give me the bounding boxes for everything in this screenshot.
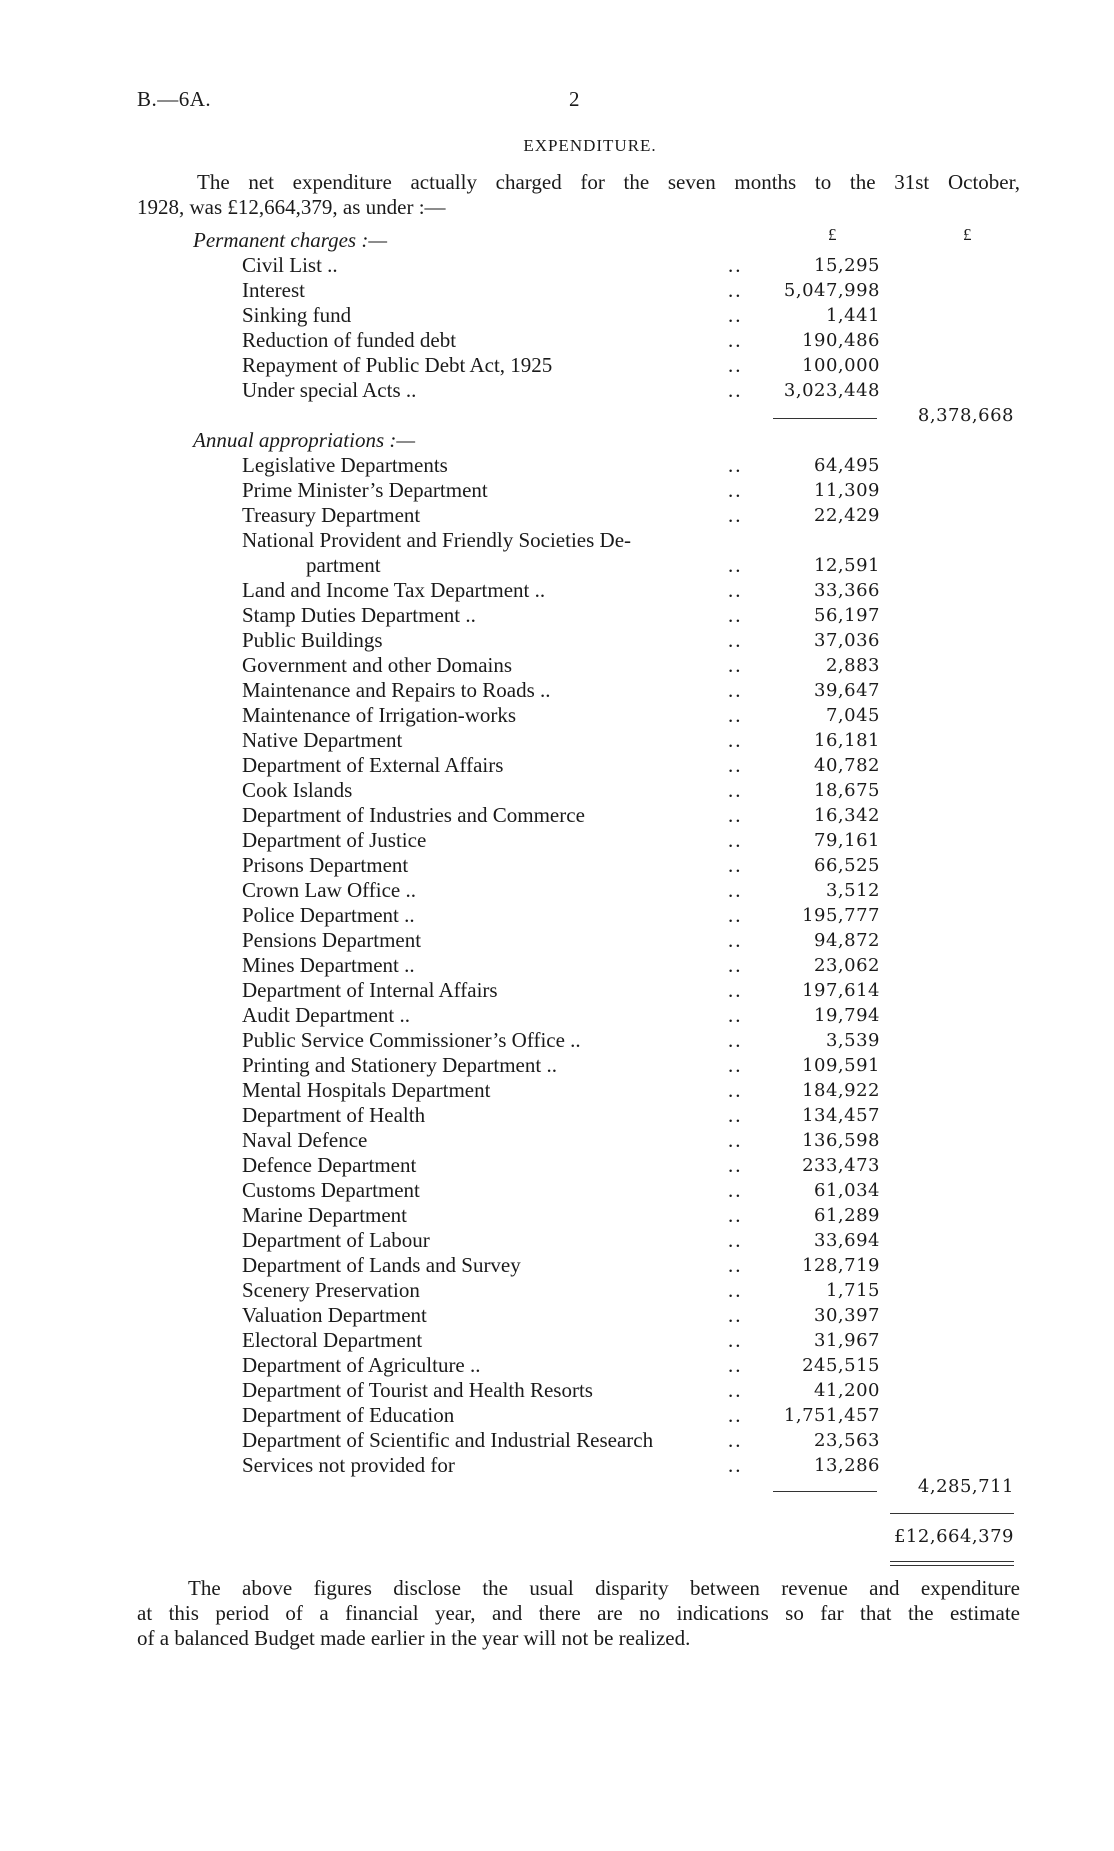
leader-dots: .. bbox=[728, 628, 743, 652]
line-item-amount: 1,715 bbox=[825, 1280, 880, 1301]
line-item bbox=[0, 878, 1114, 903]
line-item-label: Department of Scientific and Industrial Research bbox=[242, 1428, 654, 1452]
line-item-label: Mental Hospitals Department bbox=[242, 1078, 491, 1102]
line-item-label: Electoral Department bbox=[242, 1328, 423, 1352]
leader-dots: .. bbox=[728, 1253, 743, 1277]
line-item bbox=[0, 728, 1114, 753]
leader-dots: .. bbox=[728, 378, 743, 402]
line-item bbox=[0, 1278, 1114, 1303]
line-item-amount: 128,719 bbox=[802, 1255, 880, 1276]
annual-subtotal-rule bbox=[773, 1491, 877, 1492]
line-item bbox=[0, 1103, 1114, 1128]
line-item-label: partment bbox=[306, 553, 381, 577]
line-item-label: Department of External Affairs bbox=[242, 753, 504, 777]
leader-dots: .. bbox=[728, 903, 743, 927]
leader-dots: .. bbox=[728, 653, 743, 677]
line-item bbox=[0, 753, 1114, 778]
line-item bbox=[0, 353, 1114, 378]
line-item-amount: 7,045 bbox=[825, 705, 880, 726]
line-item-amount: 12,591 bbox=[814, 555, 880, 576]
line-item bbox=[0, 1228, 1114, 1253]
line-item-amount: 23,563 bbox=[814, 1430, 880, 1451]
leader-dots: .. bbox=[728, 1303, 743, 1327]
line-item bbox=[0, 1153, 1114, 1178]
leader-dots: .. bbox=[728, 1378, 743, 1402]
leader-dots: .. bbox=[728, 1128, 743, 1152]
closing-paragraph bbox=[137, 1576, 1020, 1651]
leader-dots: .. bbox=[728, 1003, 743, 1027]
line-item bbox=[0, 1353, 1114, 1378]
leader-dots: .. bbox=[728, 553, 743, 577]
line-item bbox=[0, 1003, 1114, 1028]
line-item-amount: 94,872 bbox=[814, 930, 880, 951]
line-item-label: Audit Department .. bbox=[242, 1003, 410, 1027]
line-item-label: Under special Acts .. bbox=[242, 378, 417, 402]
line-item bbox=[0, 328, 1114, 353]
line-item-amount: 31,967 bbox=[814, 1330, 880, 1351]
leader-dots: .. bbox=[728, 778, 743, 802]
permanent-charges-heading: Permanent charges :— bbox=[193, 228, 388, 252]
line-item-label: Repayment of Public Debt Act, 1925 bbox=[242, 353, 553, 377]
leader-dots: .. bbox=[728, 1028, 743, 1052]
leader-dots: .. bbox=[728, 503, 743, 527]
line-item bbox=[0, 553, 1114, 578]
line-item bbox=[0, 1128, 1114, 1153]
leader-dots: .. bbox=[728, 953, 743, 977]
line-item-amount: 33,366 bbox=[814, 580, 880, 601]
line-item-amount: 18,675 bbox=[814, 780, 880, 801]
line-item bbox=[0, 278, 1114, 303]
line-item-label: Department of Internal Affairs bbox=[242, 978, 498, 1002]
leader-dots: .. bbox=[728, 328, 743, 352]
leader-dots: .. bbox=[728, 603, 743, 627]
line-item bbox=[0, 1078, 1114, 1103]
line-item-amount: 40,782 bbox=[814, 755, 880, 776]
line-item-amount: 197,614 bbox=[802, 980, 880, 1001]
line-item-label: Mines Department .. bbox=[242, 953, 415, 977]
line-item-amount: 61,289 bbox=[814, 1205, 880, 1226]
line-item bbox=[0, 528, 1114, 553]
line-item-amount: 100,000 bbox=[802, 355, 880, 376]
closing-line-1: The above figures disclose the usual disparity between revenue and expenditure bbox=[188, 1576, 1020, 1600]
line-item-label: Defence Department bbox=[242, 1153, 417, 1177]
leader-dots: .. bbox=[728, 303, 743, 327]
grand-total-double-rule-1 bbox=[890, 1561, 1014, 1562]
permanent-subtotal: 8,378,668 bbox=[917, 405, 1014, 426]
closing-line-2: at this period of a financial year, and there are no indications so far that the estimate bbox=[137, 1601, 1020, 1625]
line-item bbox=[0, 1028, 1114, 1053]
line-item-label: Public Buildings bbox=[242, 628, 383, 652]
line-item bbox=[0, 578, 1114, 603]
line-item-label: Prisons Department bbox=[242, 853, 409, 877]
leader-dots: .. bbox=[728, 878, 743, 902]
line-item-label: Customs Department bbox=[242, 1178, 420, 1202]
leader-dots: .. bbox=[728, 978, 743, 1002]
line-item-label: Cook Islands bbox=[242, 778, 353, 802]
line-item-amount: 11,309 bbox=[814, 480, 880, 501]
leader-dots: .. bbox=[728, 1053, 743, 1077]
line-item-label: Maintenance of Irrigation-works bbox=[242, 703, 517, 727]
line-item-amount: 16,342 bbox=[814, 805, 880, 826]
closing-line-3: of a balanced Budget made earlier in the year will not be realized. bbox=[137, 1626, 691, 1650]
leader-dots: .. bbox=[728, 1403, 743, 1427]
line-item-label: Department of Education bbox=[242, 1403, 455, 1427]
line-item bbox=[0, 603, 1114, 628]
line-item-amount: 39,647 bbox=[814, 680, 880, 701]
leader-dots: .. bbox=[728, 828, 743, 852]
line-item-label: Department of Health bbox=[242, 1103, 426, 1127]
grand-total-top-rule bbox=[890, 1513, 1014, 1514]
line-item bbox=[0, 853, 1114, 878]
line-item-label: Department of Lands and Survey bbox=[242, 1253, 521, 1277]
line-item bbox=[0, 1453, 1114, 1478]
line-item-amount: 136,598 bbox=[802, 1130, 880, 1151]
leader-dots: .. bbox=[728, 1353, 743, 1377]
line-item-label: Scenery Preservation bbox=[242, 1278, 420, 1302]
line-item-amount: 16,181 bbox=[814, 730, 880, 751]
line-item-label: Department of Labour bbox=[242, 1228, 430, 1252]
line-item-label: Government and other Domains bbox=[242, 653, 513, 677]
line-item-amount: 22,429 bbox=[814, 505, 880, 526]
leader-dots: .. bbox=[728, 1203, 743, 1227]
leader-dots: .. bbox=[728, 1278, 743, 1302]
intro-paragraph bbox=[137, 170, 1020, 220]
leader-dots: .. bbox=[728, 928, 743, 952]
line-item-amount: 233,473 bbox=[802, 1155, 880, 1176]
intro-line-2: 1928, was £12,664,379, as under :— bbox=[137, 195, 446, 219]
line-item-label: Printing and Stationery Department .. bbox=[242, 1053, 557, 1077]
line-item bbox=[0, 303, 1114, 328]
line-item-label: National Provident and Friendly Societies De- bbox=[242, 528, 632, 552]
line-item-amount: 190,486 bbox=[802, 330, 880, 351]
leader-dots: .. bbox=[728, 1078, 743, 1102]
line-item bbox=[0, 1053, 1114, 1078]
currency-header-totals: £ bbox=[963, 225, 972, 244]
line-item bbox=[0, 803, 1114, 828]
line-item bbox=[0, 1178, 1114, 1203]
line-item-label: Pensions Department bbox=[242, 928, 422, 952]
leader-dots: .. bbox=[728, 253, 743, 277]
line-item bbox=[0, 903, 1114, 928]
leader-dots: .. bbox=[728, 578, 743, 602]
line-item-label: Valuation Department bbox=[242, 1303, 427, 1327]
leader-dots: .. bbox=[728, 1428, 743, 1452]
leader-dots: .. bbox=[728, 1328, 743, 1352]
line-item-label: Marine Department bbox=[242, 1203, 408, 1227]
line-item-label: Police Department .. bbox=[242, 903, 415, 927]
line-item bbox=[0, 1403, 1114, 1428]
line-item bbox=[0, 1378, 1114, 1403]
line-item bbox=[0, 828, 1114, 853]
line-item bbox=[0, 1328, 1114, 1353]
leader-dots: .. bbox=[728, 1178, 743, 1202]
line-item-label: Native Department bbox=[242, 728, 403, 752]
line-item-amount: 79,161 bbox=[814, 830, 880, 851]
leader-dots: .. bbox=[728, 353, 743, 377]
line-item-amount: 37,036 bbox=[814, 630, 880, 651]
line-item-label: Reduction of funded debt bbox=[242, 328, 457, 352]
line-item-amount: 23,062 bbox=[814, 955, 880, 976]
leader-dots: .. bbox=[728, 1103, 743, 1127]
line-item-label: Crown Law Office .. bbox=[242, 878, 416, 902]
line-item-amount: 41,200 bbox=[814, 1380, 880, 1401]
line-item bbox=[0, 978, 1114, 1003]
leader-dots: .. bbox=[728, 753, 743, 777]
leader-dots: .. bbox=[728, 453, 743, 477]
leader-dots: .. bbox=[728, 1228, 743, 1252]
page-number: 2 bbox=[569, 87, 580, 111]
line-item-label: Civil List .. bbox=[242, 253, 338, 277]
permanent-subtotal-rule bbox=[773, 418, 877, 419]
leader-dots: .. bbox=[728, 678, 743, 702]
line-item-amount: 56,197 bbox=[814, 605, 880, 626]
leader-dots: .. bbox=[728, 278, 743, 302]
line-item-amount: 109,591 bbox=[802, 1055, 880, 1076]
line-item-label: Services not provided for bbox=[242, 1453, 455, 1477]
line-item-label: Sinking fund bbox=[242, 303, 352, 327]
line-item bbox=[0, 703, 1114, 728]
line-item bbox=[0, 1303, 1114, 1328]
leader-dots: .. bbox=[728, 1453, 743, 1477]
line-item-amount: 245,515 bbox=[802, 1355, 880, 1376]
line-item bbox=[0, 653, 1114, 678]
line-item-amount: 1,751,457 bbox=[783, 1405, 880, 1426]
line-item-label: Interest bbox=[242, 278, 305, 302]
leader-dots: .. bbox=[728, 803, 743, 827]
line-item bbox=[0, 1253, 1114, 1278]
line-item-amount: 3,023,448 bbox=[783, 380, 880, 401]
document-reference: B.—6A. bbox=[137, 87, 212, 111]
line-item-amount: 13,286 bbox=[814, 1455, 880, 1476]
line-item-amount: 30,397 bbox=[814, 1305, 880, 1326]
line-item-amount: 33,694 bbox=[814, 1230, 880, 1251]
line-item bbox=[0, 678, 1114, 703]
line-item bbox=[0, 628, 1114, 653]
line-item bbox=[0, 453, 1114, 478]
intro-line-1: The net expenditure actually charged for the seven months to the 31st October, bbox=[197, 170, 1020, 194]
section-title: EXPENDITURE. bbox=[523, 136, 657, 155]
line-item-amount: 64,495 bbox=[814, 455, 880, 476]
annual-appropriations-heading: Annual appropriations :— bbox=[193, 428, 416, 452]
line-item bbox=[0, 378, 1114, 403]
line-item-amount: 134,457 bbox=[802, 1105, 880, 1126]
grand-total-double-rule-2 bbox=[890, 1565, 1014, 1566]
line-item-label: Department of Agriculture .. bbox=[242, 1353, 481, 1377]
line-item-label: Department of Tourist and Health Resorts bbox=[242, 1378, 593, 1402]
line-item-label: Legislative Departments bbox=[242, 453, 448, 477]
line-item bbox=[0, 1203, 1114, 1228]
line-item-label: Stamp Duties Department .. bbox=[242, 603, 476, 627]
line-item-amount: 2,883 bbox=[825, 655, 880, 676]
line-item-label: Treasury Department bbox=[242, 503, 421, 527]
line-item-amount: 3,512 bbox=[825, 880, 880, 901]
currency-header-amounts: £ bbox=[828, 225, 837, 244]
line-item bbox=[0, 928, 1114, 953]
line-item-label: Department of Justice bbox=[242, 828, 427, 852]
line-item-amount: 61,034 bbox=[814, 1180, 880, 1201]
leader-dots: .. bbox=[728, 728, 743, 752]
line-item bbox=[0, 953, 1114, 978]
annual-subtotal: 4,285,711 bbox=[917, 1476, 1014, 1497]
leader-dots: .. bbox=[728, 1153, 743, 1177]
line-item bbox=[0, 253, 1114, 278]
line-item-amount: 1,441 bbox=[825, 305, 880, 326]
line-item-amount: 3,539 bbox=[825, 1030, 880, 1051]
grand-total: £12,664,379 bbox=[893, 1526, 1014, 1547]
leader-dots: .. bbox=[728, 478, 743, 502]
line-item bbox=[0, 503, 1114, 528]
line-item bbox=[0, 1428, 1114, 1453]
line-item-amount: 66,525 bbox=[814, 855, 880, 876]
line-item-label: Prime Minister’s Department bbox=[242, 478, 488, 502]
leader-dots: .. bbox=[728, 853, 743, 877]
line-item-label: Land and Income Tax Department .. bbox=[242, 578, 546, 602]
line-item-label: Naval Defence bbox=[242, 1128, 368, 1152]
line-item bbox=[0, 778, 1114, 803]
line-item-label: Department of Industries and Commerce bbox=[242, 803, 585, 827]
leader-dots: .. bbox=[728, 703, 743, 727]
line-item-amount: 19,794 bbox=[814, 1005, 880, 1026]
line-item-amount: 15,295 bbox=[814, 255, 880, 276]
line-item-amount: 195,777 bbox=[802, 905, 880, 926]
line-item bbox=[0, 478, 1114, 503]
line-item-label: Public Service Commissioner’s Office .. bbox=[242, 1028, 581, 1052]
line-item-amount: 5,047,998 bbox=[783, 280, 880, 301]
line-item-label: Maintenance and Repairs to Roads .. bbox=[242, 678, 551, 702]
line-item-amount: 184,922 bbox=[802, 1080, 880, 1101]
